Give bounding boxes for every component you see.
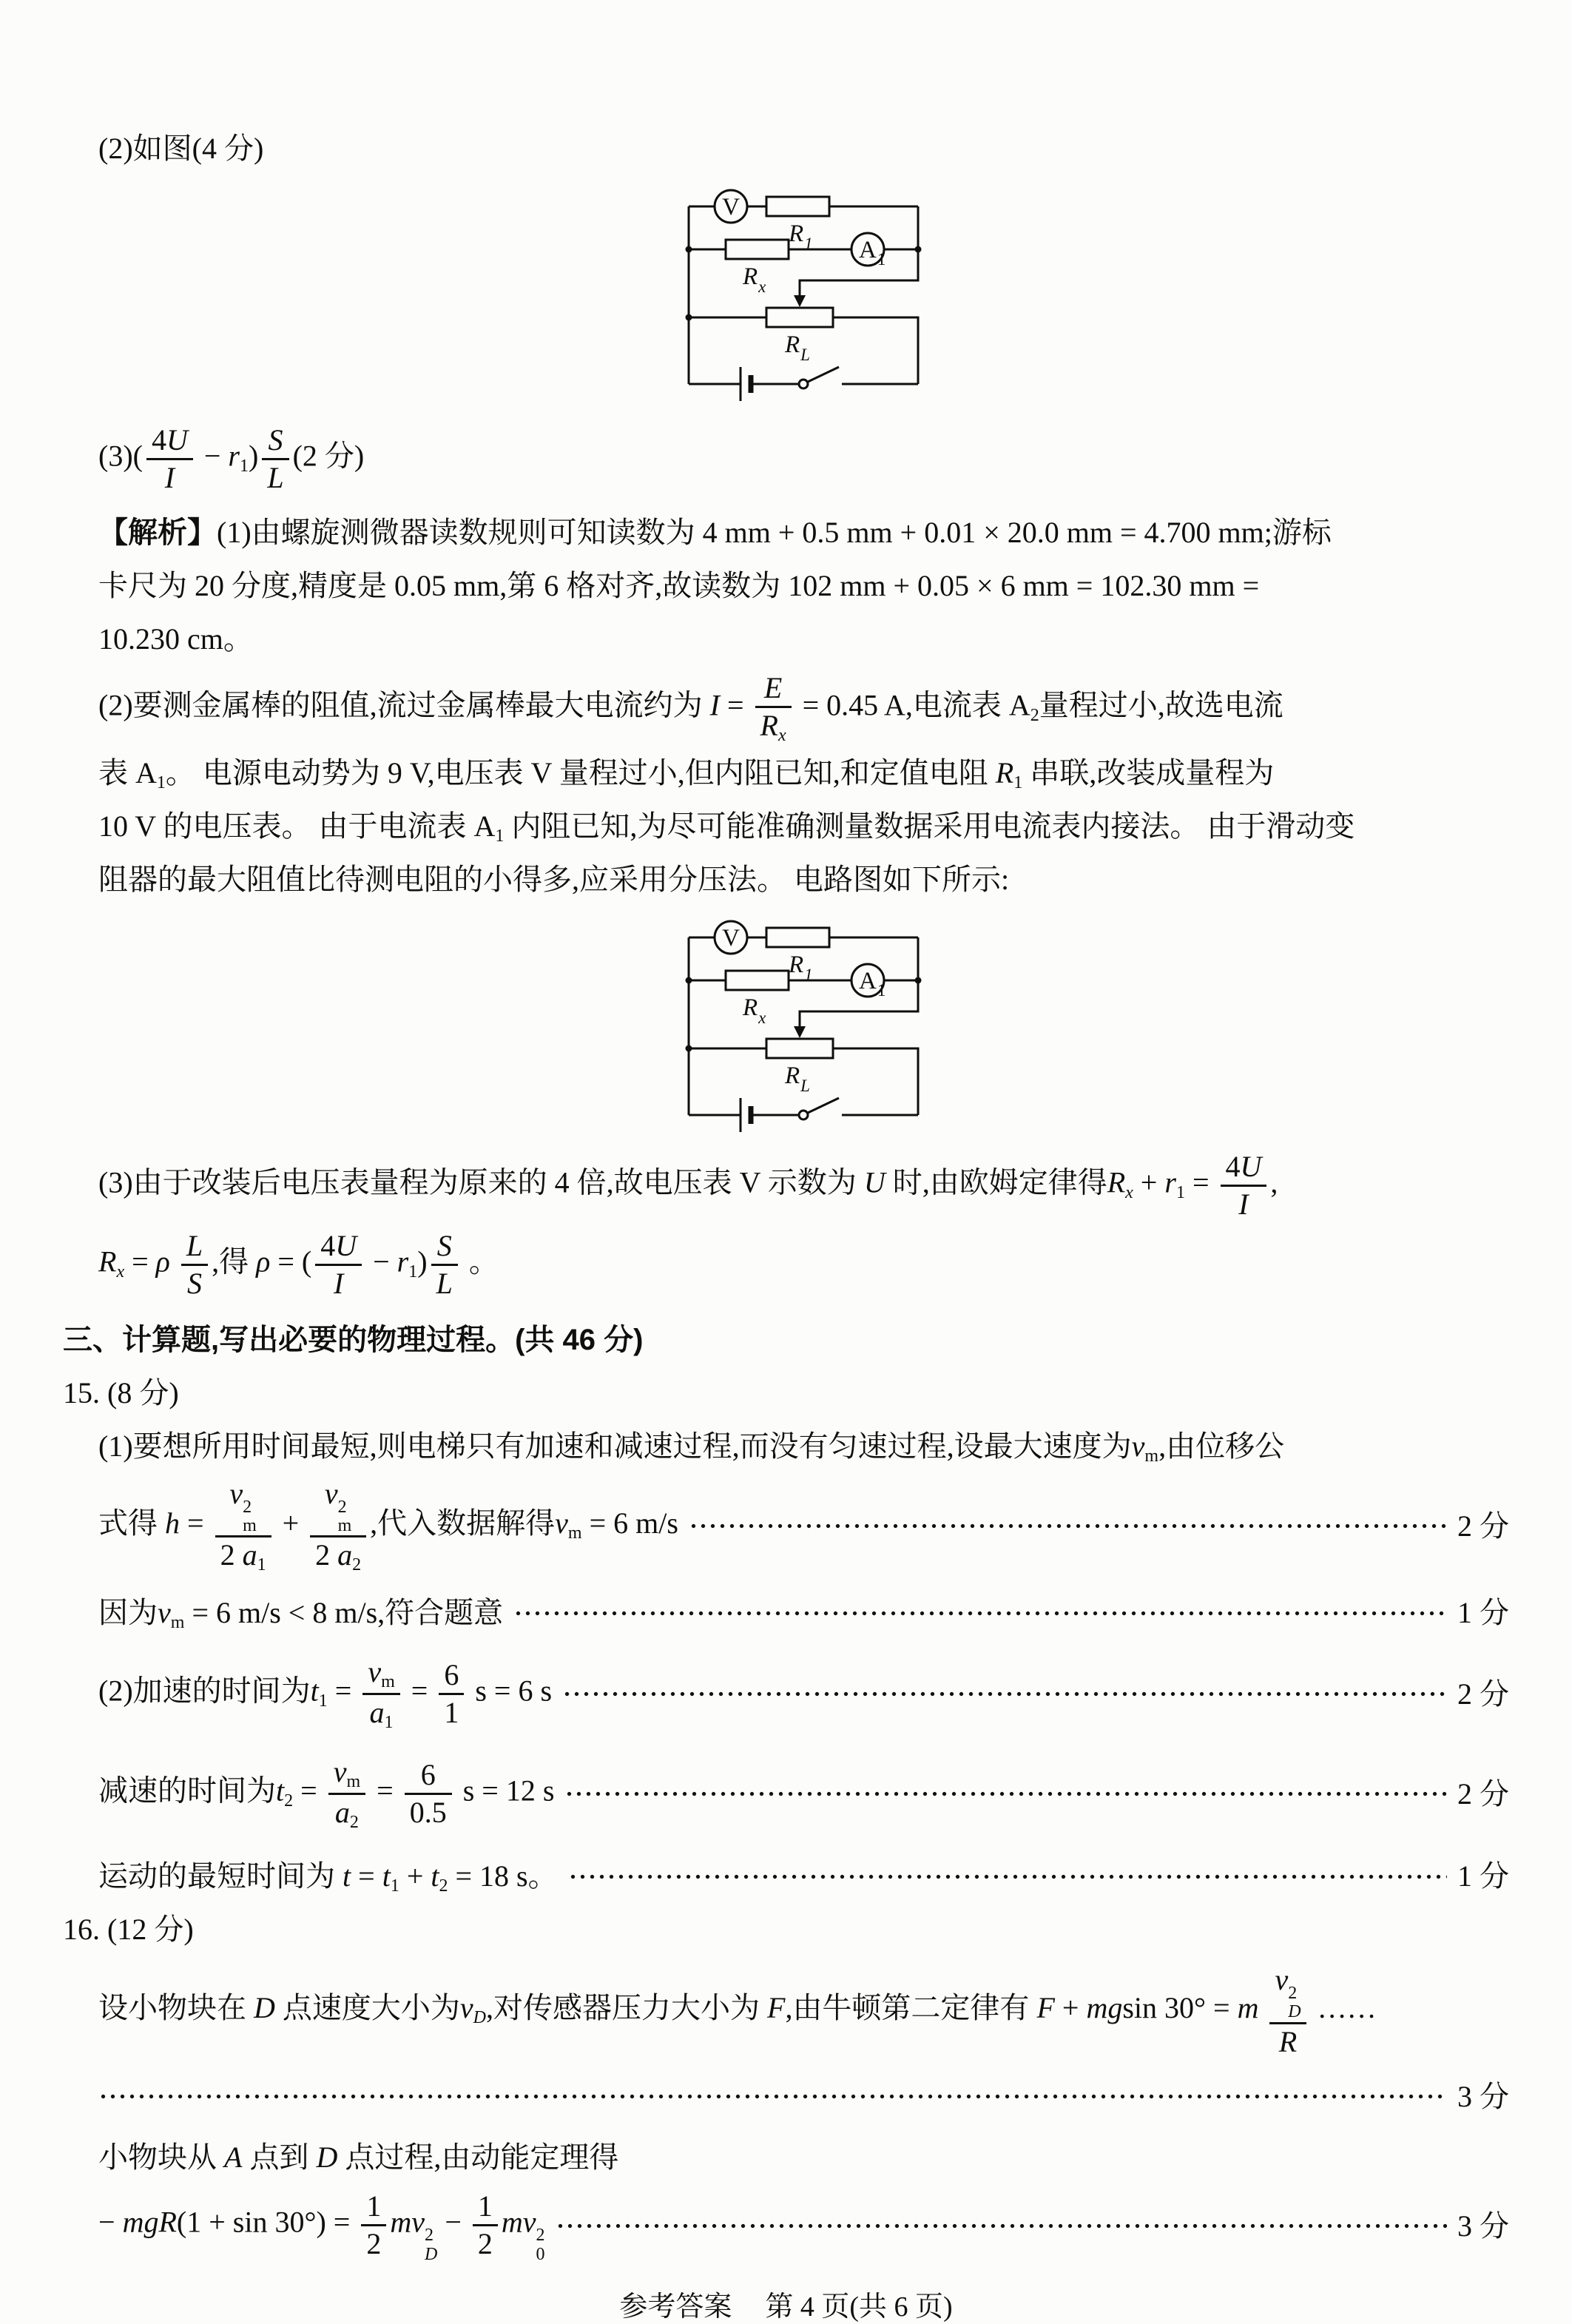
- junction-dot: [685, 977, 692, 983]
- analysis-p1-line3: 10.230 cm。: [98, 622, 253, 656]
- dot-leader: [562, 1689, 1447, 1699]
- rheostat-rl-symbol: [766, 1039, 833, 1058]
- q16-energy-row: [98, 2189, 1509, 2264]
- voltmeter-label: V: [721, 194, 740, 220]
- resistor-r1-symbol: [766, 197, 829, 216]
- q15-part2-total-formula: 运动的最短时间为 t = t1 + t2 = 18 s。: [98, 1859, 558, 1896]
- score-badge: 2 分: [1457, 1677, 1509, 1711]
- junction-dot: [914, 977, 921, 983]
- rx-label: $R_x$: [742, 263, 766, 296]
- q15-part1-check-row: [98, 1586, 1509, 1640]
- junction-dot: [685, 246, 692, 253]
- switch-pivot: [799, 1111, 808, 1119]
- switch-blade: [808, 1098, 839, 1113]
- section3-heading: 三、计算题,写出必要的物理过程。(共 46 分): [63, 1323, 644, 1356]
- q16-energy-formula: − mgR(1 + sin 30°) = $\frac{1}{2}$ mv 2 D − $\frac{1}{2}$ mv 2 0: [98, 2189, 545, 2264]
- q15-part2-t1-row: [98, 1654, 1509, 1734]
- analysis-p3-line2: Rx = ρ $\frac{L}{S}$ ,得 ρ = ( $\frac{4U}{I}$ − r1) $\frac{S}{L}$ 。: [98, 1228, 499, 1300]
- rx-label: $R_x$: [742, 994, 766, 1027]
- rheostat-rl-symbol: [766, 308, 833, 327]
- resistor-rx-symbol: [726, 240, 789, 259]
- analysis-p1-line2: 卡尺为 20 分度,精度是 0.05 mm,第 6 格对齐,故读数为 102 mm + 0.05 × 6 mm = 102.30 mm =: [98, 569, 1260, 602]
- score-badge: 1 分: [1457, 1859, 1509, 1893]
- r1-label: $R_1$: [788, 951, 813, 984]
- dot-leader: [568, 1872, 1447, 1882]
- q14-ans3-line: (3)( $\frac{4U}{I}$ − r1) $\frac{S}{L}$ (2 分): [98, 423, 365, 494]
- analysis-p3-line1: (3)由于改装后电压表量程为原来的 4 倍,故电压表 V 示数为 U 时,由欧姆定律得Rx + r1 = $\frac{4U}{I}$ ,: [98, 1149, 1278, 1221]
- dot-leader: [564, 1789, 1447, 1799]
- footer-title: 参考答案: [619, 2291, 732, 2323]
- junction-dot: [685, 1045, 692, 1051]
- q15-part2-t2-formula: 减速的时间为t2 = $\frac{vm}{a2}$ = $\frac{6}{0.5}$ s = 12 s: [98, 1755, 555, 1833]
- dot-leader: [513, 1609, 1447, 1618]
- dot-leader: [556, 2221, 1447, 2231]
- score-badge: 2 分: [1457, 1776, 1509, 1811]
- resistor-r1-symbol: [766, 928, 829, 947]
- dot-leader: [98, 2092, 1447, 2101]
- analysis-p1-line1: 【解析】(1)由螺旋测微器读数规则可知读数为 4 mm + 0.5 mm + 0.01 × 20.0 mm = 4.700 mm;游标: [98, 516, 1332, 549]
- q15-label: 15. (8 分): [63, 1375, 179, 1409]
- q15-part2-t1-formula: (2)加速的时间为t1 = $\frac{vm}{a1}$ = $\frac{6}{1}$ s = 6 s: [98, 1655, 553, 1733]
- q15-part2-total-row: [98, 1850, 1509, 1903]
- rl-label: $R_L$: [784, 1062, 810, 1095]
- circuit-diagram: [670, 915, 951, 1137]
- q16-newton-line: 设小物块在 D 点速度大小为vD,对传感器压力大小为 F,由牛顿第二定律有 F + mgsin 30° = m v 2 D R ……: [98, 1963, 1377, 2058]
- q16-energy-intro-line: 小物块从 A 点到 D 点过程,由动能定理得: [98, 2140, 619, 2174]
- score-badge: 3 分: [1457, 2209, 1509, 2243]
- score-badge: 3 分: [1457, 2079, 1509, 2113]
- slider-arrow-icon: [794, 295, 806, 307]
- q15-part1-check-formula: 因为vm = 6 m/s < 8 m/s,符合题意: [98, 1596, 504, 1633]
- switch-pivot: [799, 380, 808, 388]
- r1-label: $R_1$: [788, 220, 813, 253]
- circuit-diagram: [670, 184, 951, 406]
- analysis-p2-line4: 阻器的最大阻值比待测电阻的小得多,应采用分压法。 电路图如下所示:: [98, 862, 1010, 896]
- q15-part1-formula: 式得 h = v 2 m 2 a1 + v 2 m 2 a2 ,代入数据解得vm = 6 m/s: [98, 1476, 678, 1575]
- q15-part1-result-row: [98, 1476, 1509, 1576]
- dot-leader: [689, 1521, 1447, 1531]
- voltmeter-label: V: [721, 924, 740, 952]
- q15-part1-line1: (1)要想所用时间最短,则电梯只有加速和减速过程,而没有匀速过程,设最大速度为vm,由位移公: [98, 1429, 1285, 1466]
- q16-newton-score-row: [98, 2070, 1509, 2123]
- circuit-figure-1: [63, 184, 1509, 406]
- rl-label: $R_L$: [784, 331, 810, 364]
- slider-arrow-icon: [794, 1026, 806, 1038]
- switch-blade: [808, 367, 839, 382]
- junction-dot: [914, 246, 921, 253]
- analysis-p2-line3: 10 V 的电压表。 由于电流表 A1 内阻已知,为尽可能准确测量数据采用电流表内接法。 由于滑动变: [98, 809, 1355, 846]
- score-badge: 1 分: [1457, 1596, 1509, 1630]
- junction-dot: [685, 314, 692, 321]
- q15-part2-t2-row: [98, 1754, 1509, 1833]
- analysis-p2-line2: 表 A1。 电源电动势为 9 V,电压表 V 量程过小,但内阻已知,和定值电阻 R1 串联,改装成量程为: [98, 755, 1275, 793]
- score-badge: 2 分: [1457, 1509, 1509, 1543]
- q14-ans2-line: (2)如图(4 分): [98, 132, 264, 165]
- ammeter-label: $A_1$: [858, 967, 885, 1000]
- resistor-rx-symbol: [726, 971, 789, 990]
- q16-label: 16. (12 分): [63, 1913, 194, 1947]
- circuit-figure-2: [63, 915, 1509, 1137]
- analysis-p2-line1: (2)要测金属棒的阻值,流过金属棒最大电流约为 I = $\frac{E}{Rx}$ = 0.45 A,电流表 A2量程过小,故选电流: [98, 671, 1283, 746]
- ammeter-label: $A_1$: [858, 237, 885, 269]
- footer-page-number: 第 4 页(共 6 页): [765, 2291, 953, 2323]
- page-footer: [63, 2283, 1509, 2324]
